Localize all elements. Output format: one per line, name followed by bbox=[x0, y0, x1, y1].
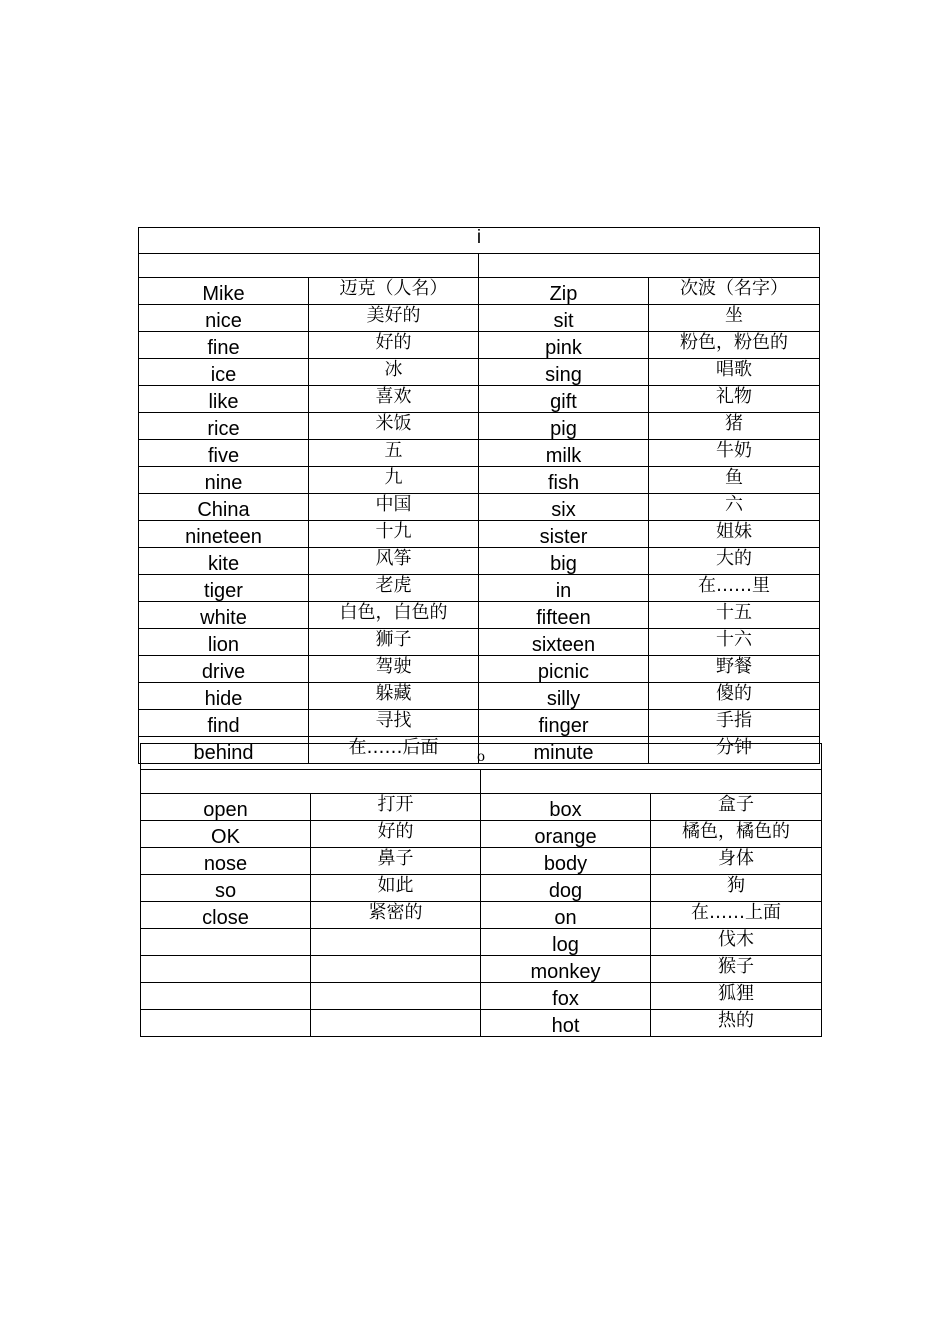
table-row bbox=[139, 440, 820, 467]
chinese-meaning: 迈克（人名） bbox=[309, 278, 479, 305]
vocab-table-i-body bbox=[139, 228, 820, 764]
table-row bbox=[139, 386, 820, 413]
chinese-meaning: 猴子 bbox=[651, 956, 822, 983]
chinese-meaning: 鼻子 bbox=[311, 848, 481, 875]
chinese-meaning bbox=[311, 956, 481, 983]
english-word: fine bbox=[139, 332, 309, 359]
chinese-meaning: 好的 bbox=[309, 332, 479, 359]
english-word: big bbox=[479, 548, 649, 575]
english-word: nineteen bbox=[139, 521, 309, 548]
table-row bbox=[141, 794, 822, 821]
english-word: white bbox=[139, 602, 309, 629]
english-word: pink bbox=[479, 332, 649, 359]
chinese-meaning: 猪 bbox=[649, 413, 820, 440]
english-word: gift bbox=[479, 386, 649, 413]
english-word: open bbox=[141, 794, 311, 821]
chinese-meaning: 分钟 bbox=[649, 737, 820, 764]
english-word: five bbox=[139, 440, 309, 467]
english-word: nine bbox=[139, 467, 309, 494]
chinese-meaning: 十五 bbox=[649, 602, 820, 629]
chinese-meaning: 粉色，粉色的 bbox=[649, 332, 820, 359]
chinese-meaning: 五 bbox=[309, 440, 479, 467]
chinese-meaning: 礼物 bbox=[649, 386, 820, 413]
chinese-meaning: 鱼 bbox=[649, 467, 820, 494]
chinese-meaning bbox=[311, 1010, 481, 1037]
chinese-meaning: 盒子 bbox=[651, 794, 822, 821]
english-word bbox=[141, 983, 311, 1010]
english-word: tiger bbox=[139, 575, 309, 602]
blank-cell-right bbox=[479, 254, 820, 278]
english-word: body bbox=[481, 848, 651, 875]
english-word: milk bbox=[479, 440, 649, 467]
table-row bbox=[141, 902, 822, 929]
chinese-meaning: 打开 bbox=[311, 794, 481, 821]
table-row bbox=[141, 1010, 822, 1037]
chinese-meaning: 老虎 bbox=[309, 575, 479, 602]
english-word: picnic bbox=[479, 656, 649, 683]
english-word: find bbox=[139, 710, 309, 737]
table-row bbox=[141, 983, 822, 1010]
chinese-meaning: 牛奶 bbox=[649, 440, 820, 467]
chinese-meaning: 六 bbox=[649, 494, 820, 521]
vocab-table-i bbox=[138, 227, 820, 764]
english-word: hide bbox=[139, 683, 309, 710]
blank-cell-left bbox=[139, 254, 479, 278]
english-word: Mike bbox=[139, 278, 309, 305]
table-heading-row bbox=[141, 744, 822, 770]
english-word: orange bbox=[481, 821, 651, 848]
chinese-meaning: 狐狸 bbox=[651, 983, 822, 1010]
english-word: nose bbox=[141, 848, 311, 875]
english-word: silly bbox=[479, 683, 649, 710]
table-row bbox=[139, 548, 820, 575]
table-row bbox=[139, 278, 820, 305]
english-word: on bbox=[481, 902, 651, 929]
chinese-meaning: 米饭 bbox=[309, 413, 479, 440]
english-word: ice bbox=[139, 359, 309, 386]
table-row bbox=[139, 575, 820, 602]
chinese-meaning: 热的 bbox=[651, 1010, 822, 1037]
english-word: minute bbox=[479, 737, 649, 764]
english-word: log bbox=[481, 929, 651, 956]
table-heading: o bbox=[141, 744, 822, 770]
table-row bbox=[139, 710, 820, 737]
blank-cell-right bbox=[481, 770, 822, 794]
english-word bbox=[141, 929, 311, 956]
chinese-meaning: 伐木 bbox=[651, 929, 822, 956]
chinese-meaning: 美好的 bbox=[309, 305, 479, 332]
english-word bbox=[141, 956, 311, 983]
chinese-meaning: 唱歌 bbox=[649, 359, 820, 386]
chinese-meaning: 狗 bbox=[651, 875, 822, 902]
table-row bbox=[139, 467, 820, 494]
table-row bbox=[141, 929, 822, 956]
table-row bbox=[141, 956, 822, 983]
table-row bbox=[139, 494, 820, 521]
chinese-meaning: 躲藏 bbox=[309, 683, 479, 710]
english-word: rice bbox=[139, 413, 309, 440]
chinese-meaning: 如此 bbox=[311, 875, 481, 902]
english-word: pig bbox=[479, 413, 649, 440]
english-word: hot bbox=[481, 1010, 651, 1037]
english-word: fish bbox=[479, 467, 649, 494]
chinese-meaning: 在……上面 bbox=[651, 902, 822, 929]
english-word: China bbox=[139, 494, 309, 521]
chinese-meaning: 十六 bbox=[649, 629, 820, 656]
english-word: nice bbox=[139, 305, 309, 332]
english-word: so bbox=[141, 875, 311, 902]
chinese-meaning: 十九 bbox=[309, 521, 479, 548]
chinese-meaning: 好的 bbox=[311, 821, 481, 848]
chinese-meaning: 橘色，橘色的 bbox=[651, 821, 822, 848]
table-row bbox=[141, 875, 822, 902]
english-word: fox bbox=[481, 983, 651, 1010]
table-row bbox=[139, 413, 820, 440]
chinese-meaning: 身体 bbox=[651, 848, 822, 875]
english-word: box bbox=[481, 794, 651, 821]
blank-cell-left bbox=[141, 770, 481, 794]
table-heading: i bbox=[139, 228, 820, 254]
chinese-meaning: 在……里 bbox=[649, 575, 820, 602]
chinese-meaning: 中国 bbox=[309, 494, 479, 521]
english-word: six bbox=[479, 494, 649, 521]
table-row bbox=[141, 848, 822, 875]
chinese-meaning: 野餐 bbox=[649, 656, 820, 683]
chinese-meaning: 白色，白色的 bbox=[309, 602, 479, 629]
chinese-meaning: 驾驶 bbox=[309, 656, 479, 683]
english-word: lion bbox=[139, 629, 309, 656]
english-word: close bbox=[141, 902, 311, 929]
chinese-meaning: 傻的 bbox=[649, 683, 820, 710]
table-row bbox=[139, 332, 820, 359]
chinese-meaning: 九 bbox=[309, 467, 479, 494]
table-row bbox=[139, 656, 820, 683]
english-word: sit bbox=[479, 305, 649, 332]
english-word: sixteen bbox=[479, 629, 649, 656]
table-heading-row bbox=[139, 228, 820, 254]
table-blank-row bbox=[139, 254, 820, 278]
english-word: kite bbox=[139, 548, 309, 575]
english-word: sing bbox=[479, 359, 649, 386]
table-row bbox=[141, 821, 822, 848]
table-row bbox=[139, 521, 820, 548]
table-row bbox=[139, 359, 820, 386]
chinese-meaning bbox=[311, 929, 481, 956]
english-word bbox=[141, 1010, 311, 1037]
english-word: like bbox=[139, 386, 309, 413]
vocab-table-o bbox=[140, 743, 822, 1037]
english-word: Zip bbox=[479, 278, 649, 305]
english-word: sister bbox=[479, 521, 649, 548]
chinese-meaning: 寻找 bbox=[309, 710, 479, 737]
chinese-meaning: 手指 bbox=[649, 710, 820, 737]
english-word: monkey bbox=[481, 956, 651, 983]
table-row bbox=[139, 305, 820, 332]
table-row bbox=[139, 683, 820, 710]
chinese-meaning: 坐 bbox=[649, 305, 820, 332]
chinese-meaning: 狮子 bbox=[309, 629, 479, 656]
chinese-meaning bbox=[311, 983, 481, 1010]
english-word: in bbox=[479, 575, 649, 602]
english-word: finger bbox=[479, 710, 649, 737]
chinese-meaning: 在……后面 bbox=[309, 737, 479, 764]
english-word: behind bbox=[139, 737, 309, 764]
english-word: OK bbox=[141, 821, 311, 848]
table-row bbox=[139, 602, 820, 629]
chinese-meaning: 风筝 bbox=[309, 548, 479, 575]
chinese-meaning: 姐妹 bbox=[649, 521, 820, 548]
chinese-meaning: 次波（名字） bbox=[649, 278, 820, 305]
chinese-meaning: 紧密的 bbox=[311, 902, 481, 929]
chinese-meaning: 冰 bbox=[309, 359, 479, 386]
chinese-meaning: 大的 bbox=[649, 548, 820, 575]
english-word: fifteen bbox=[479, 602, 649, 629]
vocab-table-o-body bbox=[141, 744, 822, 1037]
table-blank-row bbox=[141, 770, 822, 794]
english-word: dog bbox=[481, 875, 651, 902]
table-row bbox=[139, 629, 820, 656]
chinese-meaning: 喜欢 bbox=[309, 386, 479, 413]
english-word: drive bbox=[139, 656, 309, 683]
